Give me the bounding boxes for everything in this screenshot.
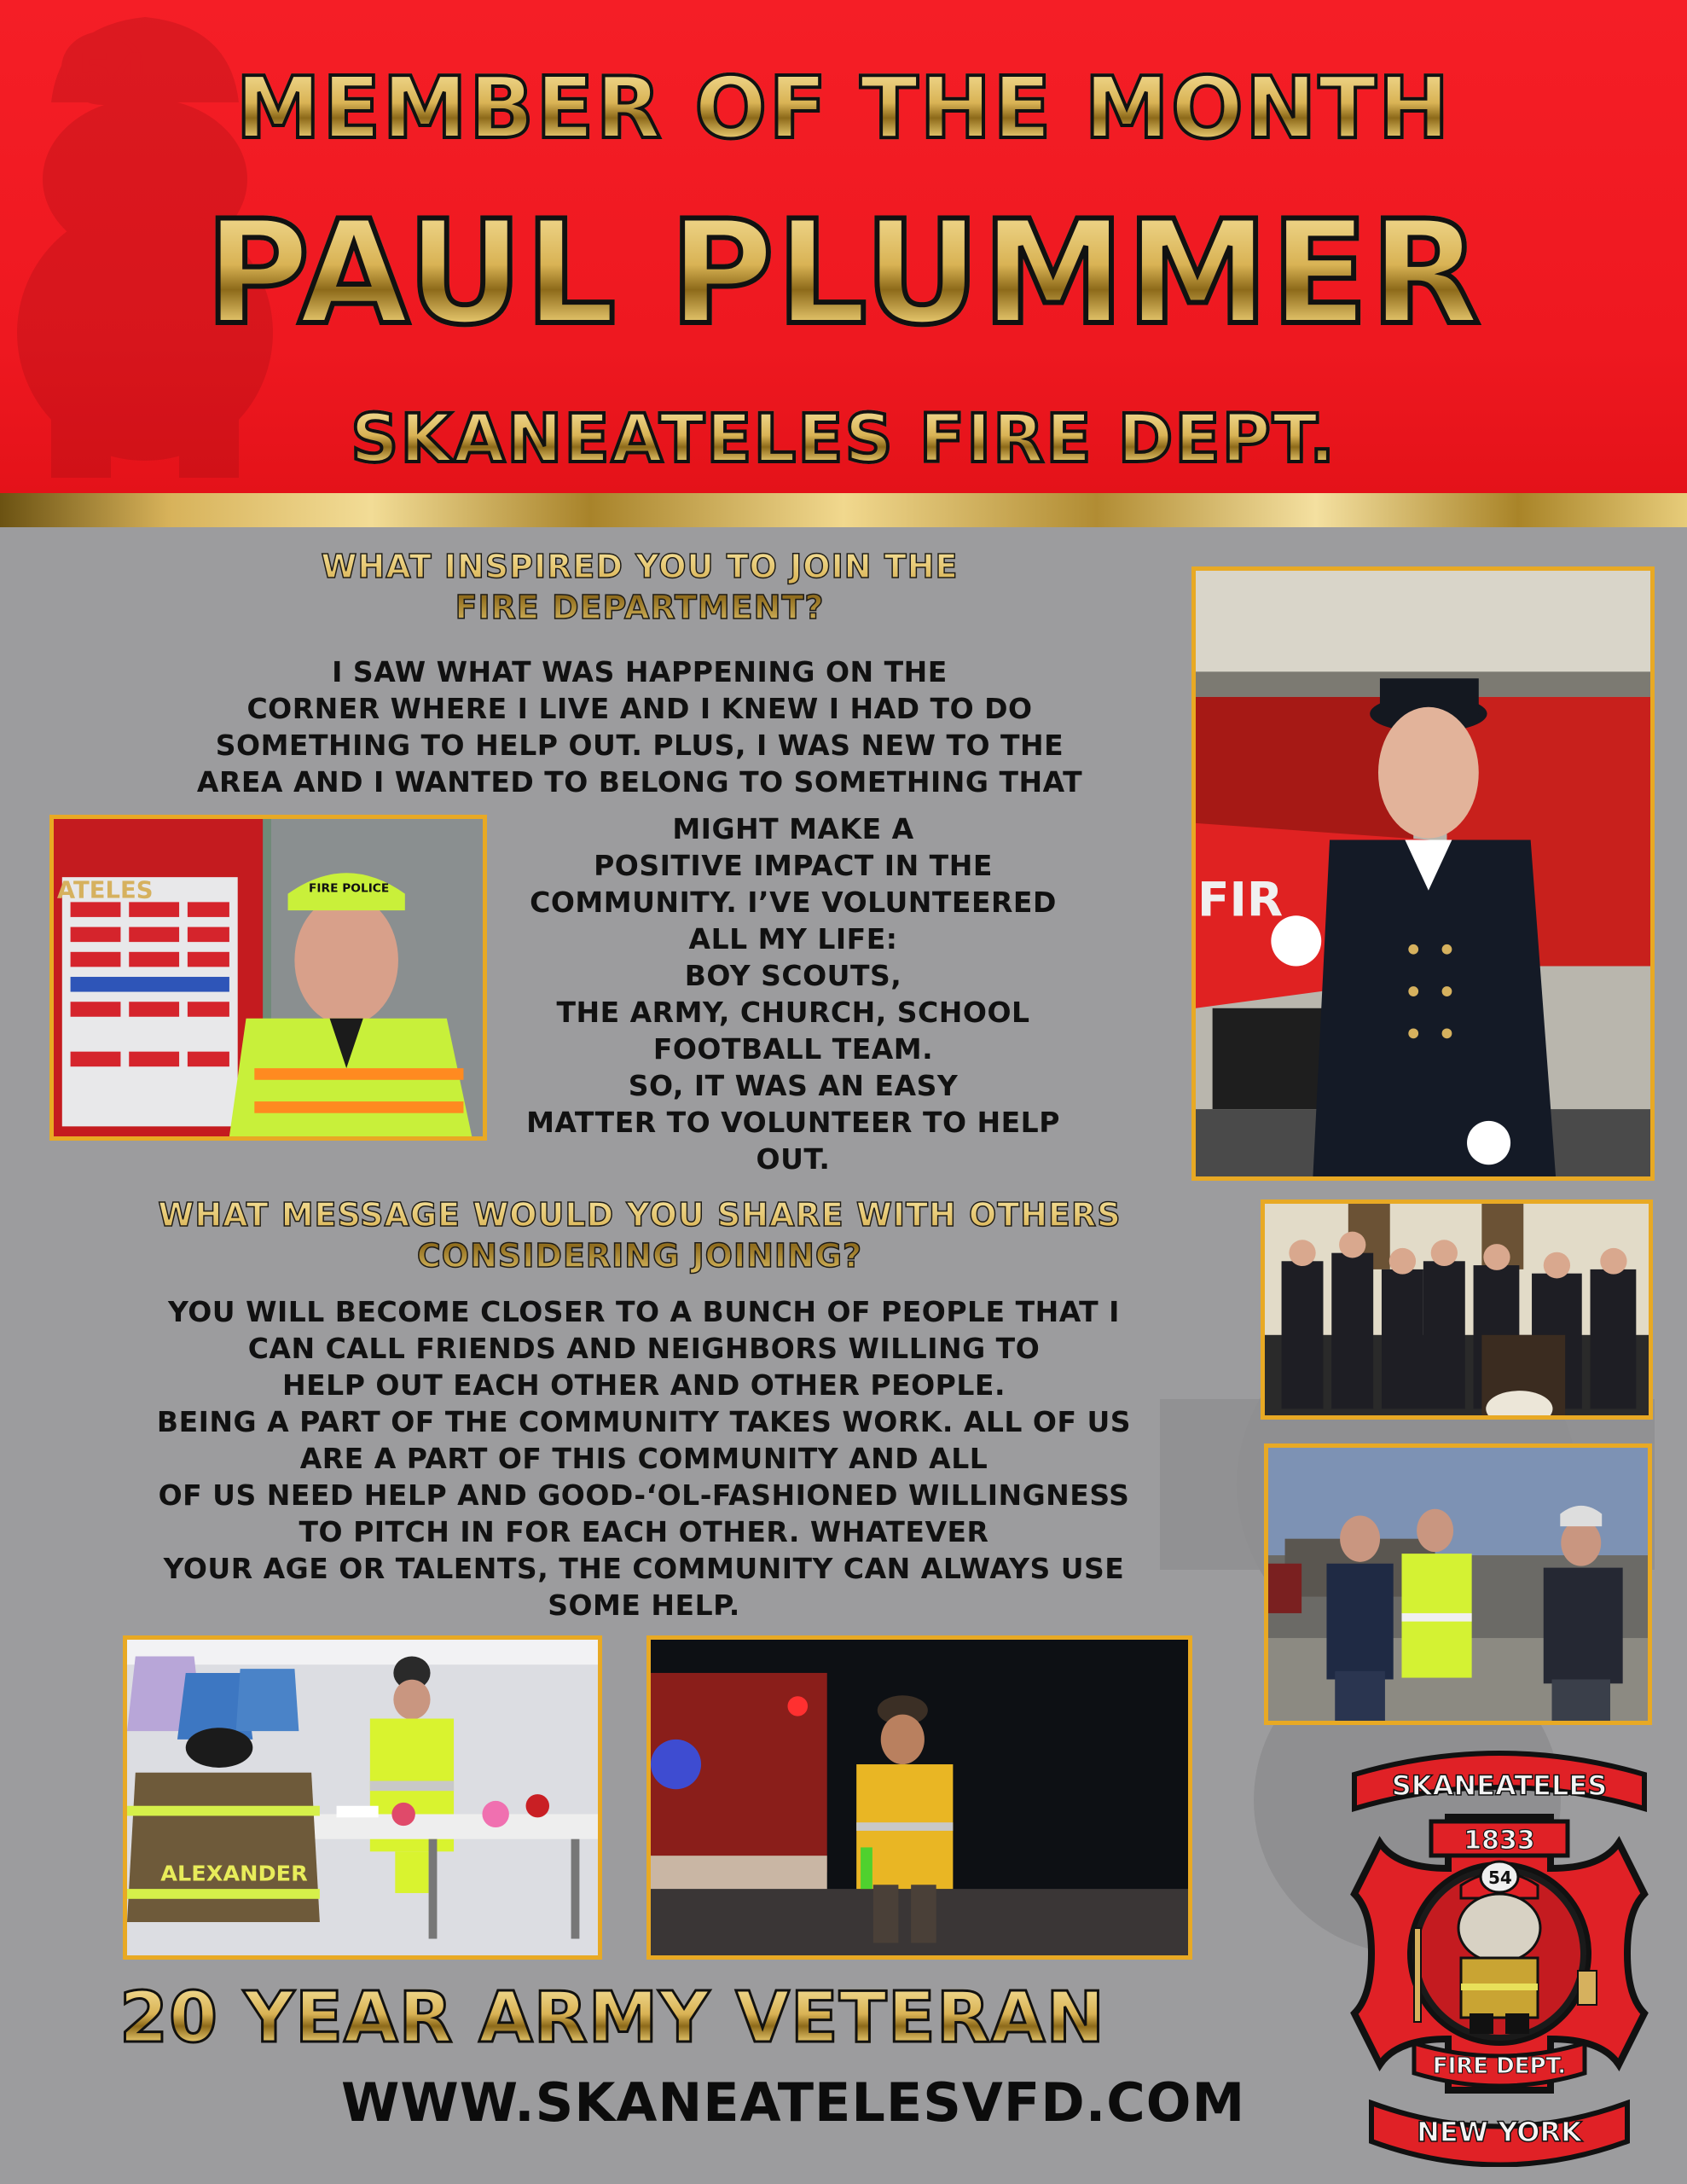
answer-2-line: TO PITCH IN FOR EACH OTHER. WHATEVER — [299, 1515, 989, 1548]
answer-2-line: YOUR AGE OR TALENTS, THE COMMUNITY CAN ALWAYS USE — [163, 1552, 1125, 1585]
department-name: SKANEATELES FIRE DEPT. — [0, 401, 1687, 478]
answer-2-line: CAN CALL FRIENDS AND NEIGHBORS WILLING TO — [247, 1332, 1041, 1365]
answer-1-line: SO, IT WAS AN EASY — [628, 1069, 959, 1102]
truck-text: ATELES — [56, 877, 154, 904]
member-name: PAUL PLUMMER — [0, 189, 1687, 357]
answer-1-line: POSITIVE IMPACT IN THE — [594, 849, 993, 882]
answer-1-line: COMMUNITY. I’VE VOLUNTEERED — [530, 886, 1057, 919]
answer-1-line: AREA AND I WANTED TO BELONG TO SOMETHING THAT — [196, 765, 1083, 799]
truck-text: FIR — [1197, 872, 1284, 927]
answer-2-line: OF US NEED HELP AND GOOD-‘OL-FASHIONED WILLINGNESS — [158, 1478, 1130, 1512]
question-2 — [51, 1194, 1228, 1276]
header-banner — [0, 0, 1687, 495]
answer-1-line: FOOTBALL TEAM. — [652, 1032, 934, 1066]
question-1-line2: FIRE DEPARTMENT? — [455, 589, 825, 626]
logo-banner-bottom: NEW YORK — [1417, 2116, 1582, 2148]
answer-2-line: BEING A PART OF THE COMMUNITY TAKES WORK. ALL OF US — [156, 1405, 1132, 1438]
answer-2 — [34, 1293, 1254, 1623]
skaneateles-fire-dept-logo — [1337, 1740, 1661, 2167]
question-2-line1: WHAT MESSAGE WOULD YOU SHARE WITH OTHERS — [158, 1196, 1122, 1234]
answer-2-line: YOU WILL BECOME CLOSER TO A BUNCH OF PEOPLE THAT I — [168, 1295, 1120, 1328]
logo-number: 54 — [1488, 1867, 1512, 1888]
question-2-line2: CONSIDERING JOINING? — [416, 1237, 863, 1275]
answer-1-line: BOY SCOUTS, — [684, 959, 902, 992]
answer-2-line: HELP OUT EACH OTHER AND OTHER PEOPLE. — [282, 1368, 1006, 1402]
website-link[interactable]: WWW.SKANEATELESVFD.COM — [341, 2071, 1246, 2134]
photo-gear-table — [123, 1635, 602, 1960]
answer-1-line: OUT. — [756, 1142, 831, 1176]
answer-1-line: MATTER TO VOLUNTEER TO HELP — [526, 1106, 1060, 1139]
answer-1-bottom — [495, 810, 1092, 1177]
gold-divider — [0, 493, 1687, 527]
photo-fire-police-vest — [49, 815, 487, 1141]
logo-year: 1833 — [1464, 1826, 1535, 1856]
answer-1-line: ALL MY LIFE: — [688, 922, 898, 956]
hat-text: FIRE POLICE — [309, 881, 390, 896]
photo-swearing-in — [1261, 1199, 1653, 1420]
answer-1-line: THE ARMY, CHURCH, SCHOOL — [556, 996, 1030, 1029]
question-1-line1: WHAT INSPIRED YOU TO JOIN THE — [321, 548, 959, 585]
answer-2-line: SOME HELP. — [548, 1589, 740, 1622]
army-veteran-banner: 20 YEAR ARMY VETERAN — [119, 1978, 1105, 2059]
answer-1-top — [85, 653, 1194, 800]
photo-outdoor-group — [1264, 1443, 1652, 1725]
answer-2-line: ARE A PART OF THIS COMMUNITY AND ALL — [299, 1442, 988, 1475]
answer-1-line: SOMETHING TO HELP OUT. PLUS, I WAS NEW TO THE — [215, 729, 1064, 762]
answer-1-line: CORNER WHERE I LIVE AND I KNEW I HAD TO DO — [246, 692, 1033, 725]
answer-1-line: MIGHT MAKE A — [672, 812, 914, 845]
photo-night-scene — [646, 1635, 1192, 1960]
member-of-month-title: MEMBER OF THE MONTH — [0, 58, 1687, 158]
jacket-name: ALEXANDER — [160, 1860, 308, 1886]
answer-1-line: I SAW WHAT WAS HAPPENING ON THE — [332, 655, 948, 688]
logo-banner-top: SKANEATELES — [1391, 1769, 1608, 1802]
logo-banner-mid: FIRE DEPT. — [1432, 2053, 1567, 2079]
photo-dress-uniform — [1191, 566, 1655, 1181]
question-1 — [128, 546, 1151, 628]
